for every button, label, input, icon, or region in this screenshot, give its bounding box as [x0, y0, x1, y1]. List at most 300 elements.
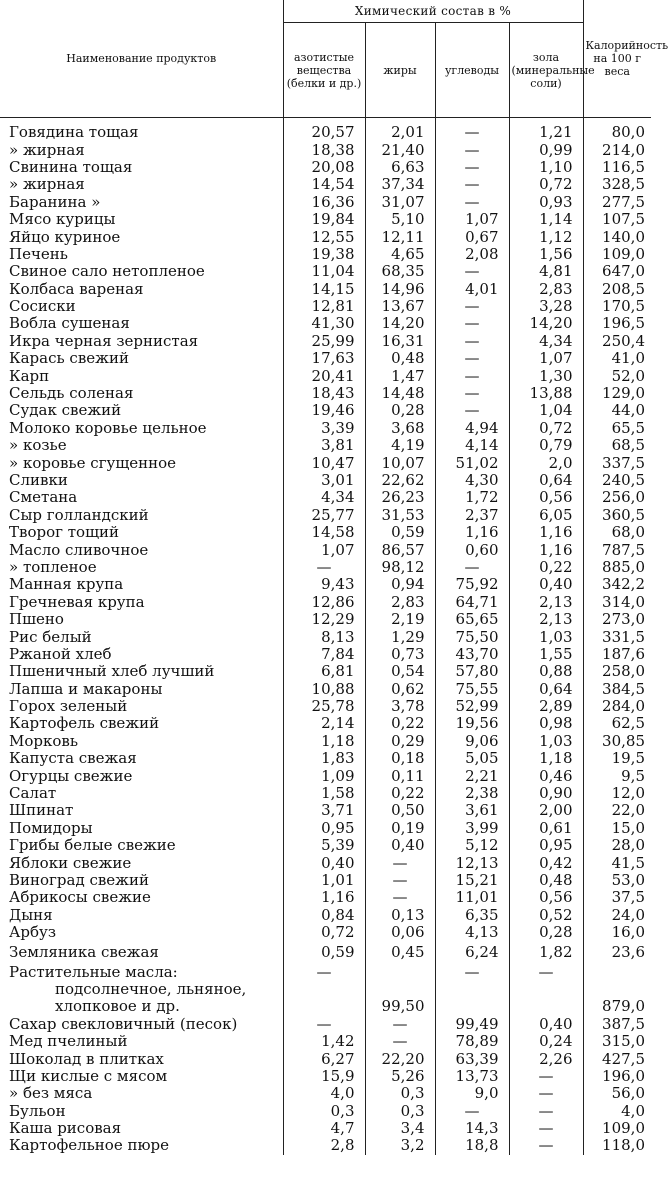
protein-cell: 6,81 [283, 663, 365, 680]
fat-cell: 31,53 [365, 507, 435, 524]
carbs-cell: 12,13 [435, 854, 509, 871]
product-name-cell: Бульон [9, 1101, 66, 1120]
table-row [0, 576, 651, 593]
protein-cell: 1,07 [283, 541, 365, 558]
header-ash: зола (минеральные соли) [509, 23, 583, 118]
ash-cell: 0,95 [509, 837, 583, 854]
fat-cell: — [365, 872, 435, 889]
protein-cell: 12,86 [283, 594, 365, 611]
product-name-cell: Сыр голландский [9, 505, 149, 524]
carbs-cell: 14,3 [435, 1120, 509, 1137]
ash-cell: 0,72 [509, 176, 583, 193]
table-row [0, 1068, 651, 1085]
protein-cell: 20,41 [283, 367, 365, 384]
protein-cell: 17,63 [283, 350, 365, 367]
calories-cell: 16,0 [583, 924, 651, 941]
header-fat: жиры [365, 23, 435, 118]
table-row [0, 1016, 651, 1033]
calories-cell: 37,5 [583, 889, 651, 906]
table-row [0, 1033, 651, 1050]
ash-cell: 0,98 [509, 715, 583, 732]
calories-cell: 22,0 [583, 802, 651, 819]
carbs-cell: 2,08 [435, 246, 509, 263]
ash-cell: 4,34 [509, 333, 583, 350]
protein-cell: 14,54 [283, 176, 365, 193]
header-name-column: Наименование продуктов [66, 52, 217, 65]
fat-cell: 1,29 [365, 628, 435, 645]
protein-cell: 4,7 [283, 1120, 365, 1137]
fat-cell: 3,78 [365, 698, 435, 715]
table-row [0, 298, 651, 315]
ash-cell: 1,16 [509, 541, 583, 558]
header-protein: азотистые вещества (белки и др.) [283, 23, 365, 118]
calories-cell: 196,5 [583, 315, 651, 332]
product-name-cell: Вобла сушеная [9, 314, 130, 333]
ash-cell: 2,89 [509, 698, 583, 715]
fat-cell: 4,19 [365, 437, 435, 454]
protein-cell: 19,46 [283, 402, 365, 419]
calories-cell: 41,0 [583, 350, 651, 367]
ash-cell [509, 998, 583, 1015]
carbs-cell: 1,16 [435, 524, 509, 541]
carbs-cell: — [435, 350, 509, 367]
calories-cell: 41,5 [583, 854, 651, 871]
calories-cell: 277,5 [583, 194, 651, 211]
calories-cell: 109,0 [583, 1120, 651, 1137]
table-row [0, 124, 651, 141]
carbs-cell: 4,13 [435, 924, 509, 941]
ash-cell: 3,28 [509, 298, 583, 315]
product-name-cell: Яйцо куриное [9, 227, 121, 246]
fat-cell: 0,62 [365, 681, 435, 698]
product-name-cell: Шпинат [9, 801, 74, 820]
ash-cell: 2,83 [509, 281, 583, 298]
carbs-cell [435, 981, 509, 998]
calories-cell: 15,0 [583, 820, 651, 837]
fat-cell: 0,22 [365, 715, 435, 732]
table-row [0, 785, 651, 802]
protein-cell: 20,57 [283, 124, 365, 141]
fat-cell: 2,19 [365, 611, 435, 628]
protein-cell: 3,71 [283, 802, 365, 819]
ash-cell: 14,20 [509, 315, 583, 332]
header-carbs: углеводы [435, 23, 509, 118]
calories-cell: 387,5 [583, 1016, 651, 1033]
carbs-cell: — [435, 559, 509, 576]
protein-cell: 8,13 [283, 628, 365, 645]
table-row [0, 698, 651, 715]
fat-cell: 12,11 [365, 228, 435, 245]
carbs-cell: — [435, 385, 509, 402]
product-name-cell: » козье [9, 436, 67, 455]
carbs-cell: 2,37 [435, 507, 509, 524]
calories-cell: 44,0 [583, 402, 651, 419]
calories-cell: 787,5 [583, 541, 651, 558]
carbs-cell: — [435, 263, 509, 280]
table-row [0, 228, 651, 245]
table-row [0, 924, 651, 941]
protein-cell [283, 998, 365, 1015]
ash-cell: 0,56 [509, 889, 583, 906]
table-row [0, 681, 651, 698]
carbs-cell: 9,0 [435, 1085, 509, 1102]
fat-cell: 2,83 [365, 594, 435, 611]
fat-cell: 0,3 [365, 1102, 435, 1119]
table-row [0, 820, 651, 837]
calories-cell: 30,85 [583, 733, 651, 750]
calories-cell: 65,5 [583, 420, 651, 437]
product-name-cell: » без мяса [9, 1084, 93, 1103]
carbs-cell [435, 998, 509, 1015]
carbs-cell: 1,07 [435, 211, 509, 228]
fat-cell: 37,34 [365, 176, 435, 193]
carbs-cell: 4,01 [435, 281, 509, 298]
product-name-cell: » коровье сгущенное [9, 453, 177, 472]
table-row [0, 837, 651, 854]
ash-cell: 4,81 [509, 263, 583, 280]
fat-cell: 14,48 [365, 385, 435, 402]
table-header [0, 0, 668, 118]
calories-cell: 284,0 [583, 698, 651, 715]
calories-cell: 315,0 [583, 1033, 651, 1050]
table-row [0, 281, 651, 298]
protein-cell: 3,81 [283, 437, 365, 454]
carbs-cell: 99,49 [435, 1016, 509, 1033]
table-row [0, 541, 651, 558]
protein-cell: 0,84 [283, 907, 365, 924]
protein-cell: 1,83 [283, 750, 365, 767]
table-row [0, 211, 651, 228]
ash-cell: 2,0 [509, 454, 583, 471]
product-name-cell: Колбаса вареная [9, 279, 144, 298]
product-name-cell: Горох зеленый [9, 697, 128, 716]
carbs-cell: 6,35 [435, 907, 509, 924]
protein-cell: 0,3 [283, 1102, 365, 1119]
ash-cell: 0,79 [509, 437, 583, 454]
carbs-cell: 64,71 [435, 594, 509, 611]
product-name-cell: Гречневая крупа [9, 592, 145, 611]
carbs-cell: 57,80 [435, 663, 509, 680]
fat-cell: 0,11 [365, 767, 435, 784]
product-name-cell: Салат [9, 784, 57, 803]
table-row [0, 489, 651, 506]
protein-cell: 5,39 [283, 837, 365, 854]
product-name-cell: Судак свежий [9, 401, 122, 420]
ash-cell: 0,72 [509, 420, 583, 437]
ash-cell: 2,26 [509, 1050, 583, 1067]
ash-cell: 2,13 [509, 594, 583, 611]
protein-cell: — [283, 1016, 365, 1033]
product-name-cell: Арбуз [9, 923, 56, 942]
carbs-cell: 2,21 [435, 767, 509, 784]
table-row [0, 715, 651, 732]
table-row [0, 750, 651, 767]
fat-cell: 0,29 [365, 733, 435, 750]
protein-cell: 25,78 [283, 698, 365, 715]
product-name-cell: Баранина » [9, 192, 101, 211]
protein-cell: 2,8 [283, 1137, 365, 1154]
calories-cell: 879,0 [583, 998, 651, 1015]
fat-cell: — [365, 854, 435, 871]
carbs-cell: 4,30 [435, 472, 509, 489]
table-row [0, 507, 651, 524]
ash-cell: 0,93 [509, 194, 583, 211]
ash-cell: 0,90 [509, 785, 583, 802]
calories-cell: 24,0 [583, 907, 651, 924]
table-row [0, 1102, 651, 1119]
carbs-cell: 18,8 [435, 1137, 509, 1154]
ash-cell: 1,18 [509, 750, 583, 767]
table-row [0, 402, 651, 419]
protein-cell: 12,81 [283, 298, 365, 315]
ash-cell: 0,64 [509, 681, 583, 698]
protein-cell: 0,40 [283, 854, 365, 871]
product-name-cell: » жирная [9, 175, 85, 194]
calories-cell: 129,0 [583, 385, 651, 402]
protein-cell: 20,08 [283, 159, 365, 176]
ash-cell: — [509, 1102, 583, 1119]
calories-cell: 53,0 [583, 872, 651, 889]
fat-cell: 22,20 [365, 1050, 435, 1067]
carbs-cell: — [435, 333, 509, 350]
carbs-cell: — [435, 315, 509, 332]
table-row [0, 246, 651, 263]
protein-cell: — [283, 559, 365, 576]
table-row [0, 524, 651, 541]
table-row [0, 872, 651, 889]
calories-cell: 256,0 [583, 489, 651, 506]
fat-cell [365, 981, 435, 998]
ash-cell: 0,56 [509, 489, 583, 506]
carbs-cell: 78,89 [435, 1033, 509, 1050]
table-row [0, 367, 651, 384]
protein-cell: 11,04 [283, 263, 365, 280]
protein-cell: 7,84 [283, 646, 365, 663]
calories-cell [583, 963, 651, 980]
carbs-cell: 3,99 [435, 820, 509, 837]
carbs-cell: 51,02 [435, 454, 509, 471]
product-name-cell: Говядина тощая [9, 123, 139, 142]
carbs-cell: — [435, 159, 509, 176]
table-row [0, 854, 651, 871]
ash-cell: 1,21 [509, 124, 583, 141]
fat-cell: 3,68 [365, 420, 435, 437]
carbs-cell: 63,39 [435, 1050, 509, 1067]
ash-cell: — [509, 1120, 583, 1137]
fat-cell: 0,28 [365, 402, 435, 419]
table-row [0, 998, 651, 1015]
protein-cell: 1,01 [283, 872, 365, 889]
fat-cell: 2,01 [365, 124, 435, 141]
fat-cell: 0,45 [365, 941, 435, 963]
product-name-cell: Сметана [9, 488, 78, 507]
carbs-cell: 11,01 [435, 889, 509, 906]
ash-cell: 1,30 [509, 367, 583, 384]
ash-cell: 2,13 [509, 611, 583, 628]
calories-cell: 62,5 [583, 715, 651, 732]
fat-cell: — [365, 1033, 435, 1050]
product-name-cell: Свинина тощая [9, 157, 133, 176]
ash-cell [509, 981, 583, 998]
carbs-cell: — [435, 1102, 509, 1119]
fat-cell: 16,31 [365, 333, 435, 350]
fat-cell: 0,06 [365, 924, 435, 941]
product-name-cell: Печень [9, 244, 68, 263]
protein-cell: 0,72 [283, 924, 365, 941]
protein-cell: 18,38 [283, 141, 365, 158]
fat-cell: 6,63 [365, 159, 435, 176]
ash-cell: 0,52 [509, 907, 583, 924]
ash-cell: 0,24 [509, 1033, 583, 1050]
ash-cell: 1,55 [509, 646, 583, 663]
product-name-cell: Творог тощий [9, 523, 120, 542]
protein-cell: — [283, 963, 365, 980]
calories-cell: 885,0 [583, 559, 651, 576]
calories-cell: 4,0 [583, 1102, 651, 1119]
fat-cell: 0,19 [365, 820, 435, 837]
calories-cell: 331,5 [583, 628, 651, 645]
carbs-cell: — [435, 402, 509, 419]
protein-cell: 0,59 [283, 941, 365, 963]
product-name-cell: Ржаной хлеб [9, 644, 112, 663]
product-name-cell: Каша рисовая [9, 1119, 122, 1138]
product-name-cell: Рис белый [9, 627, 92, 646]
fat-cell: 0,13 [365, 907, 435, 924]
calories-cell: 56,0 [583, 1085, 651, 1102]
product-name-cell: Абрикосы свежие [9, 888, 151, 907]
calories-cell: 196,0 [583, 1068, 651, 1085]
calories-cell: 107,5 [583, 211, 651, 228]
fat-cell: 3,2 [365, 1137, 435, 1154]
carbs-cell: 5,05 [435, 750, 509, 767]
carbs-cell: 13,73 [435, 1068, 509, 1085]
table-row [0, 628, 651, 645]
table-row [0, 663, 651, 680]
carbs-cell: 75,50 [435, 628, 509, 645]
table-row [0, 176, 651, 193]
product-name-cell: Мед пчелиный [9, 1032, 128, 1051]
product-name-cell: Яблоки свежие [9, 853, 132, 872]
ash-cell: 0,28 [509, 924, 583, 941]
header-calories: Калорийность на 100 г веса [583, 0, 651, 118]
table-row [0, 889, 651, 906]
table-row [0, 559, 651, 576]
table-row [0, 1120, 651, 1137]
header-chemical-composition: Химический состав в % [283, 0, 583, 23]
table-row [0, 472, 651, 489]
fat-cell: 68,35 [365, 263, 435, 280]
fat-cell: 26,23 [365, 489, 435, 506]
carbs-cell: 15,21 [435, 872, 509, 889]
product-name-cell: Сахар свекловичный (песок) [9, 1014, 238, 1033]
table-row [0, 385, 651, 402]
product-name-cell: Лапша и макароны [9, 679, 163, 698]
calories-cell: 170,5 [583, 298, 651, 315]
product-name-cell: Икра черная зернистая [9, 331, 199, 350]
carbs-cell: 1,72 [435, 489, 509, 506]
fat-cell: 99,50 [365, 998, 435, 1015]
product-name-cell: Сельдь соленая [9, 384, 134, 403]
fat-cell: 0,59 [365, 524, 435, 541]
table-row [0, 981, 651, 998]
fat-cell: 0,73 [365, 646, 435, 663]
protein-cell: 3,39 [283, 420, 365, 437]
table-row [0, 963, 651, 980]
protein-cell: 14,58 [283, 524, 365, 541]
protein-cell: 12,55 [283, 228, 365, 245]
table-row [0, 315, 651, 332]
protein-cell: 14,15 [283, 281, 365, 298]
table-row [0, 141, 651, 158]
calories-cell: 328,5 [583, 176, 651, 193]
product-name-cell: Огурцы свежие [9, 766, 133, 785]
calories-cell: 240,5 [583, 472, 651, 489]
ash-cell: 0,99 [509, 141, 583, 158]
product-name-cell: Масло сливочное [9, 540, 149, 559]
carbs-cell: — [435, 176, 509, 193]
product-name-cell: » топленое [9, 557, 97, 576]
table-row [0, 611, 651, 628]
carbs-cell: 0,67 [435, 228, 509, 245]
product-name-cell: Виноград свежий [9, 870, 149, 889]
fat-cell: 5,10 [365, 211, 435, 228]
calories-cell: 208,5 [583, 281, 651, 298]
protein-cell: 2,14 [283, 715, 365, 732]
carbs-cell: — [435, 124, 509, 141]
ash-cell: 0,48 [509, 872, 583, 889]
calories-cell: 647,0 [583, 263, 651, 280]
ash-cell: — [509, 963, 583, 980]
table-row [0, 1050, 651, 1067]
product-name-cell: подсолнечное, льняное, [55, 979, 247, 998]
protein-cell: 1,58 [283, 785, 365, 802]
table-row [0, 194, 651, 211]
product-name-cell: Манная крупа [9, 575, 124, 594]
carbs-cell: — [435, 963, 509, 980]
carbs-cell: 4,94 [435, 420, 509, 437]
table-row [0, 767, 651, 784]
ash-cell: 0,46 [509, 767, 583, 784]
protein-cell: 1,18 [283, 733, 365, 750]
carbs-cell: — [435, 194, 509, 211]
product-name-cell: Свиное сало нетопленое [9, 262, 205, 281]
table-row [0, 907, 651, 924]
ash-cell: 1,56 [509, 246, 583, 263]
calories-cell: 52,0 [583, 367, 651, 384]
protein-cell: 18,43 [283, 385, 365, 402]
carbs-cell: 75,55 [435, 681, 509, 698]
calories-cell: 9,5 [583, 767, 651, 784]
fat-cell: 0,3 [365, 1085, 435, 1102]
product-name-cell: Помидоры [9, 818, 93, 837]
calories-cell: 273,0 [583, 611, 651, 628]
fat-cell: 13,67 [365, 298, 435, 315]
calories-cell: 314,0 [583, 594, 651, 611]
ash-cell: 0,22 [509, 559, 583, 576]
fat-cell: 0,54 [365, 663, 435, 680]
calories-cell: 23,6 [583, 941, 651, 963]
calories-cell: 214,0 [583, 141, 651, 158]
protein-cell: 1,42 [283, 1033, 365, 1050]
product-name-cell: Сливки [9, 471, 68, 489]
protein-cell: 19,38 [283, 246, 365, 263]
product-name-cell: Молоко коровье цельное [9, 418, 207, 437]
fat-cell: — [365, 889, 435, 906]
protein-cell: 15,9 [283, 1068, 365, 1085]
fat-cell: 0,22 [365, 785, 435, 802]
ash-cell: 1,82 [509, 941, 583, 963]
ash-cell: 13,88 [509, 385, 583, 402]
